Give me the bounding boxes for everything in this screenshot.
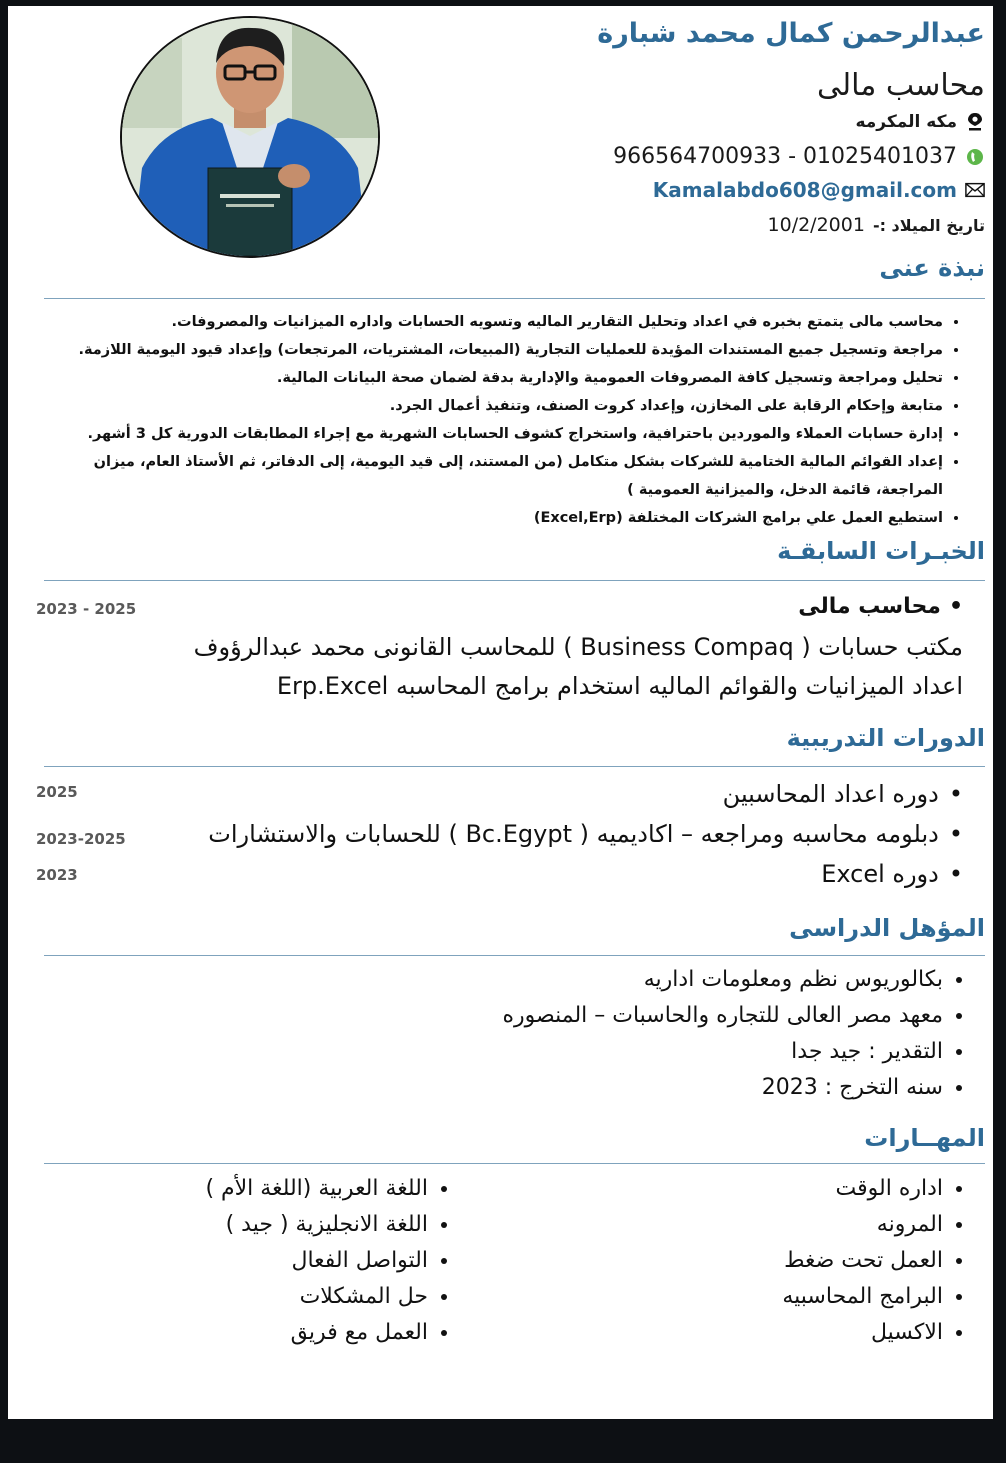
profile-photo <box>120 16 380 258</box>
envelope-icon <box>965 180 985 200</box>
experience-role: •محاسب مالى <box>798 594 963 619</box>
phone-row <box>613 144 985 169</box>
birth-row <box>768 214 985 236</box>
experience-divider <box>44 580 985 581</box>
about-item: • مراجعة وتسجيل جميع المستندات المؤيدة للعمليات التجارية (المبيعات، المشتريات، المرتجعات) وإعداد قيود اليومية اللازمة. <box>63 336 943 364</box>
job-title: محاسب مالى <box>816 68 985 103</box>
course-year: 2025 <box>36 783 78 801</box>
experience-company: مكتب حسابات ( Business Compaq ) للمحاسب القانونى محمد عبدالرؤوف <box>193 633 963 661</box>
skills-divider <box>44 1163 985 1164</box>
about-divider <box>44 298 985 299</box>
experience-role-text: محاسب مالى <box>798 594 941 619</box>
skill-item: • العمل تحت ضغط <box>583 1243 943 1279</box>
skill-item: • حل المشكلات <box>68 1279 428 1315</box>
skill-item: • البرامج المحاسبيه <box>583 1279 943 1315</box>
about-item: • تحليل ومراجعة وتسجيل كافة المصروفات العمومية والإدارية بدقة لضمان صحة البيانات المالية. <box>63 364 943 392</box>
about-item: • استطيع العمل علي برامج الشركات المختلفة (Excel,Erp) <box>63 504 943 532</box>
skill-item: • العمل مع فريق <box>68 1315 428 1351</box>
skills-list-left <box>68 1171 448 1351</box>
education-item: • التقدير : جيد جدا <box>263 1034 943 1070</box>
full-name: عبدالرحمن كمال محمد شبارة <box>597 18 985 49</box>
experience-heading: الخبـرات السابقـة <box>777 537 985 565</box>
skill-item: • اللغة الانجليزية ( جيد ) <box>68 1207 428 1243</box>
courses-divider <box>44 766 985 767</box>
skill-item: • التواصل الفعال <box>68 1243 428 1279</box>
email-row <box>653 178 985 202</box>
experience-duties: اعداد الميزانيات والقوائم الماليه استخدام برامج المحاسبه Erp.Excel <box>276 672 963 700</box>
about-item: • إعداد القوائم المالية الختامية للشركات بشكل متكامل (من المستند، إلى قيد اليومية، إلى الدفاتر، ثم الأستاذ العام، ميزان المراجعة، قائمة الدخل، والميزانية العمومية ) <box>63 448 943 504</box>
course-year: 2023-2025 <box>36 830 126 848</box>
course-item: •دوره اعداد المحاسبين <box>722 780 963 808</box>
about-item: • محاسب مالى يتمتع بخبره في اعداد وتحليل التقارير الماليه وتسويه الحسابات واداره الميزانيات والمصروفات. <box>63 308 943 336</box>
about-list <box>63 308 963 532</box>
education-item: • بكالوريوس نظم ومعلومات اداريه <box>263 962 943 998</box>
birth-date: 10/2/2001 <box>767 214 865 236</box>
skills-list-right <box>583 1171 963 1351</box>
email-link[interactable]: Kamalabdo608@gmail.com <box>652 178 957 202</box>
education-list <box>263 962 963 1106</box>
location-text: مكه المكرمه <box>855 112 957 132</box>
skill-item: • الاكسيل <box>583 1315 943 1351</box>
experience-period: 2023 - 2025 <box>36 600 137 618</box>
education-item: • معهد مصر العالى للتجاره والحاسبات – المنصوره <box>263 998 943 1034</box>
skill-item: • المرونه <box>583 1207 943 1243</box>
course-year: 2023 <box>36 866 78 884</box>
about-heading: نبذة عنى <box>879 254 985 282</box>
location-pin-icon <box>965 112 985 132</box>
courses-heading: الدورات التدريبية <box>786 724 985 752</box>
location-row <box>855 112 985 132</box>
birth-label: تاريخ الميلاد :- <box>872 215 985 235</box>
phone-icon <box>965 147 985 167</box>
person-avatar-icon <box>122 18 378 256</box>
skill-item: • اللغة العربية (اللغة الأم ) <box>68 1171 428 1207</box>
education-divider <box>44 955 985 956</box>
education-item: • سنه التخرج : 2023 <box>263 1070 943 1106</box>
resume-page <box>8 6 993 1419</box>
education-heading: المؤهل الدراسى <box>789 914 985 942</box>
skill-item: • اداره الوقت <box>583 1171 943 1207</box>
course-item: •دوره Excel <box>821 860 963 888</box>
about-item: • إدارة حسابات العملاء والموردين باحترافية، واستخراج كشوف الحسابات الشهرية مع إجراء المطابقات الدورية كل 3 أشهر. <box>63 420 943 448</box>
phone-numbers[interactable]: 966564700933 - 01025401037 <box>613 144 957 169</box>
skills-heading: المهــارات <box>864 1124 985 1152</box>
course-item: •دبلومه محاسبه ومراجعه – اكاديميه ( Bc.Egypt ) للحسابات والاستشارات <box>208 820 963 848</box>
about-item: • متابعة وإحكام الرقابة على المخازن، وإعداد كروت الصنف، وتنفيذ أعمال الجرد. <box>63 392 943 420</box>
